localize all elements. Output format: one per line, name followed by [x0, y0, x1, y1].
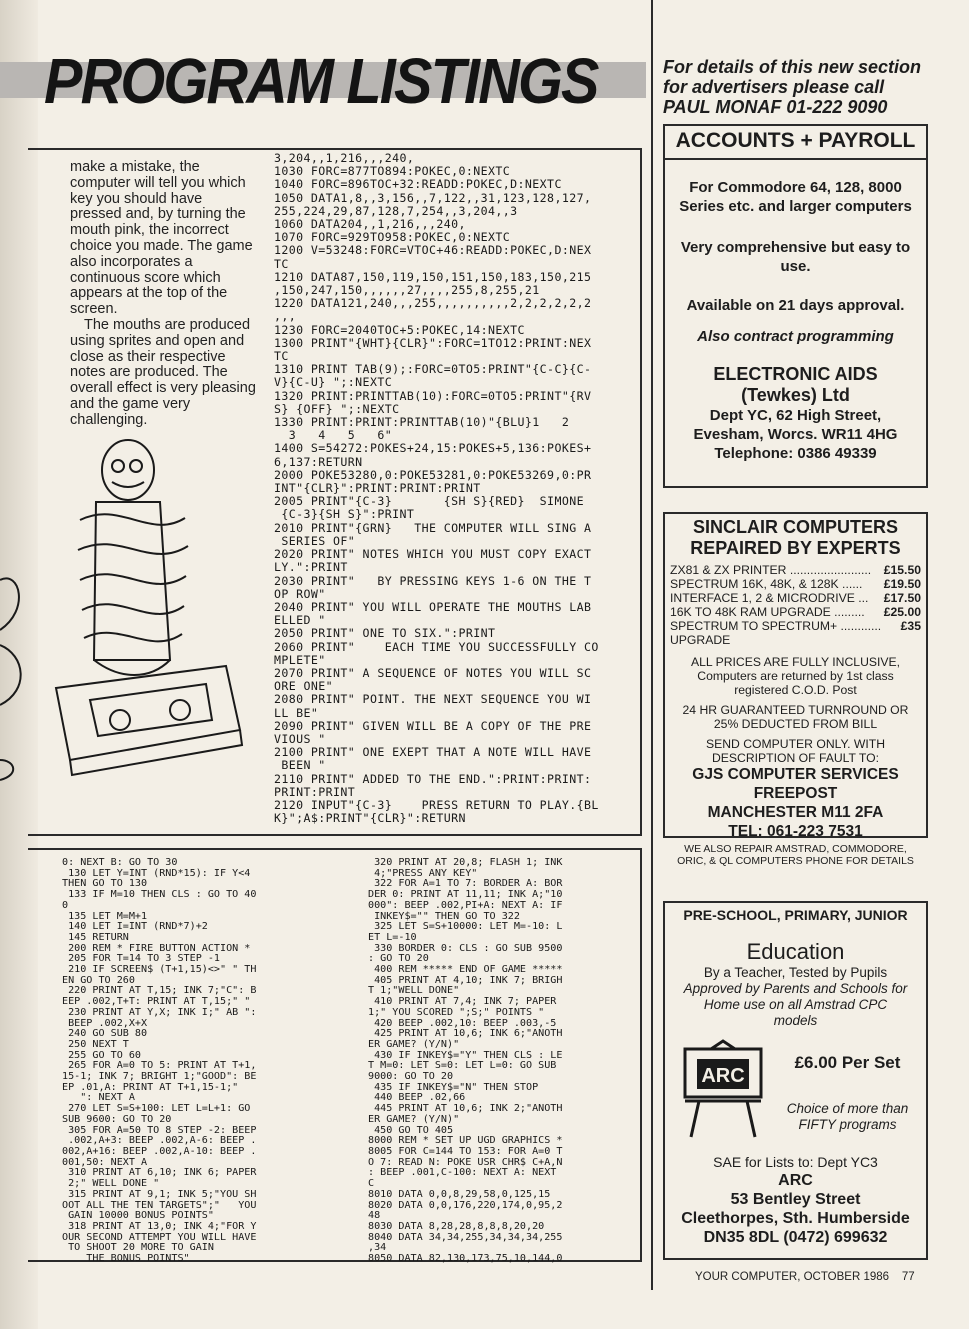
code-line: ELLED " [274, 613, 326, 628]
page-title: PROGRAM LISTINGS [44, 45, 598, 117]
code-line: 435 IF INKEY$="N" THEN STOP [368, 1081, 539, 1093]
ad-address: Cleethorpes, Sth. Humberside [681, 1210, 910, 1227]
code-line: 270 LET S=S+100: LET L=L+1: GO [62, 1103, 251, 1115]
ad-text: Approved by Parents and Schools for Home use on all Amstrad CPC models [683, 981, 908, 1028]
code-line: V}{C-U} ";:NEXTC [274, 375, 393, 390]
ad-address: Dept YC, 62 High Street, [709, 407, 882, 424]
ad-phone: TEL: 061-223 7531 [728, 823, 863, 840]
price-item: INTERFACE 1, 2 & MICRODRIVE ... [670, 591, 869, 605]
code-line: 2000 POKE53280,0:POKE53281,0:POKE53269,0:PR [274, 467, 592, 482]
code-line: THEN GO TO 130 [62, 878, 148, 890]
price-row [665, 591, 926, 605]
ad-text: SEND COMPUTER ONLY. WITH DESCRIPTION OF FAULT TO: [706, 737, 885, 765]
code-line: GAIN 10000 BONUS POINTS" [62, 1210, 214, 1222]
code-line: 265 FOR A=0 TO 5: PRINT AT T+1, [62, 1060, 257, 1072]
code-line: 15-1; INK 7; BRIGHT 1;"GOOD": BE [62, 1071, 257, 1083]
code-line: 9000: GO TO 20 [368, 1071, 454, 1083]
code-line: 1210 DATA87,150,119,150,151,150,183,150,215 [274, 269, 592, 284]
ad-price: £6.00 Per Set [794, 1053, 901, 1072]
tape-coil [82, 604, 184, 614]
code-line: 000": BEEP .002,PI+A: NEXT A: IF [368, 899, 563, 911]
code-line: 1060 DATA204,,1,216,,,240, [274, 217, 466, 232]
code-line: 1030 FORC=877TO894:POKEC,0:NEXTC [274, 164, 511, 179]
advertiser-note [663, 57, 959, 117]
code-line: 2;" WELL DONE " [62, 1178, 160, 1190]
code-line: 002,A+16: BEEP .002,A-10: BEEP . [62, 1145, 257, 1157]
code-line: ,,, [274, 309, 297, 324]
code-line: 1040 FORC=896TOC+32:READD:POKEC,D:NEXTC [274, 177, 562, 192]
code-line: {C-3}{SH S}":PRINT [274, 507, 415, 522]
code-line: T M=0: LET S=0: LET L=0: GO SUB [368, 1060, 557, 1072]
code-line: 325 LET S=S+10000: LET M=-10: L [368, 921, 563, 933]
code-line: ,34 [368, 1242, 387, 1254]
cassette-edge [70, 730, 242, 775]
code-line: LY.":PRINT [274, 560, 348, 575]
arc-logo-text: ARC [701, 1065, 745, 1087]
price-item: SPECTRUM 16K, 48K, & 128K ...... [670, 577, 863, 591]
code-line: LL BE" [274, 705, 319, 720]
code-line: 2005 PRINT"{C-3} {SH S}{RED} SIMONE [274, 494, 584, 509]
code-line: INKEY$="" THEN GO TO 322 [368, 910, 520, 922]
ad-text: ALL PRICES ARE FULLY INCLUSIVE, Computers are returned by 1st class registered C.O.D. Post [690, 655, 901, 697]
code-line: 430 IF INKEY$="Y" THEN CLS : LE [368, 1049, 563, 1061]
code-line: BEEN " [274, 758, 326, 773]
code-line: 2070 PRINT" A SEQUENCE OF NOTES YOU WILL SC [274, 665, 592, 680]
price-value: £19.50 [883, 577, 921, 591]
price-value: £17.50 [883, 591, 921, 605]
code-line: INT"{CLR}":PRINT:PRINT:PRINT [274, 481, 481, 496]
code-line: 2030 PRINT" BY PRESSING KEYS 1-6 ON THE T [274, 573, 592, 588]
code-line: C [368, 1178, 375, 1190]
code-line: 240 GO SUB 80 [62, 1028, 148, 1040]
cassette-body [56, 666, 240, 760]
code-line: 2050 PRINT" ONE TO SIX.":PRINT [274, 626, 496, 641]
page-footer [695, 1271, 915, 1283]
code-line: PRINT:PRINT [274, 784, 356, 799]
ad-company: FREEPOST [753, 785, 838, 802]
code-line: 2110 PRINT" ADDED TO THE END.":PRINT:PRINT: [274, 771, 592, 786]
advertiser-note-line: for advertisers please call [663, 77, 885, 97]
ad-logo-row [665, 1039, 926, 1139]
code-line: ET L=-10 [368, 931, 417, 943]
ad-company: GJS COMPUTER SERVICES [692, 766, 899, 783]
ad-text: Choice of more than FIFTY programs [786, 1101, 909, 1132]
article-text [70, 160, 256, 429]
code-line: MPLETE" [274, 652, 326, 667]
price-row [665, 577, 926, 591]
cassette-reel [110, 710, 130, 730]
ad-address: 53 Bentley Street [730, 1191, 861, 1208]
code-line: ORE ONE" [274, 679, 334, 694]
code-line: 318 PRINT AT 13,0; INK 4;"FOR Y [62, 1220, 257, 1232]
ad-footer: WE ALSO REPAIR AMSTRAD, COMMODORE, ORIC, & QL COMPUTERS PHONE FOR DETAILS [677, 843, 914, 867]
ad-text: Available on 21 days approval. [686, 297, 905, 314]
code-line: 1070 FORC=929TO958:POKEC,0:NEXTC [274, 230, 511, 245]
code-line: O 7: READ N: POKE USR CHR$ C+A,N [368, 1156, 563, 1168]
code-line: 250 NEXT T [62, 1038, 129, 1050]
tape-coil [84, 633, 182, 642]
code-line: 330 BORDER 0: CLS : GO SUB 9500 [368, 942, 563, 954]
article-paragraph: make a mistake, the computer will tell you which key you should have pressed and, by turning the mouth pink, the incorrect choice you made. The game also incorporates a continuous score which appears at the top of the screen. [70, 159, 253, 318]
code-line: 130 LET Y=INT (RND*15): IF Y<4 [62, 867, 251, 879]
ad-price-block [769, 1039, 926, 1133]
code-line: T 1;"WELL DONE" [368, 985, 460, 997]
code-line: 255,224,29,87,128,7,254,,3,204,,3 [274, 203, 518, 218]
ad-text: Very comprehensive but easy to use. [680, 239, 911, 275]
code-line: : BEEP .001,C-100: NEXT A: NEXT [368, 1167, 557, 1179]
ad-phone: Telephone: 0386 49339 [714, 445, 877, 462]
price-item: SPECTRUM TO SPECTRUM+ ............ [670, 619, 882, 633]
spectrum-code-listing-right [368, 858, 638, 1265]
magazine-issue: YOUR COMPUTER, OCTOBER 1986 [695, 1271, 890, 1283]
figure-eye [112, 460, 124, 472]
ad-title: Education [746, 939, 845, 964]
code-line: 140 LET I=INT (RND*7)+2 [62, 921, 208, 933]
code-line: VIOUS " [274, 731, 326, 746]
price-value: £25.00 [883, 605, 921, 619]
advertiser-note-line: PAUL MONAF 01-222 9090 [663, 97, 888, 117]
code-line: 3 4 5 6" [274, 428, 393, 443]
price-row [665, 605, 926, 619]
figure-head [102, 440, 154, 500]
price-value: £35 [900, 619, 921, 633]
code-line: 2100 PRINT" ONE EXEPT THAT A NOTE WILL HAVE [274, 745, 592, 760]
ad-address: MANCHESTER M11 2FA [707, 804, 884, 821]
code-line: 8005 FOR C=144 TO 153: FOR A=0 T [368, 1145, 563, 1157]
code-line: TC [274, 349, 289, 364]
sketch-stroke [0, 645, 21, 705]
spectrum-code-listing-left [62, 858, 362, 1265]
code-line: 1050 DATA1,8,,3,156,,7,122,,31,123,128,127, [274, 190, 592, 205]
code-line: .002,A+3: BEEP .002,A-6: BEEP . [62, 1135, 257, 1147]
price-item: 16K TO 48K RAM UPGRADE ......... [670, 605, 865, 619]
code-line: 1200 V=53248:FORC=VTOC+46:READD:POKEC,D:NEX [274, 243, 592, 258]
arc-easel-logo [677, 1039, 769, 1139]
ad-heading: SINCLAIR COMPUTERS [692, 517, 898, 537]
code-line: S} {OFF} ";:NEXTC [274, 401, 400, 416]
code-line: 310 PRINT AT 6,10; INK 6; PAPER [62, 1167, 257, 1179]
price-item: ZX81 & ZX PRINTER ........................ [670, 563, 872, 577]
code-line: THE BONUS POINTS" [62, 1253, 190, 1265]
ad-text: SAE for Lists to: Dept YC3 [713, 1154, 878, 1170]
code-line: TO SHOOT 20 MORE TO GAIN [62, 1242, 214, 1254]
page-number: 77 [901, 1271, 915, 1283]
code-line: 305 FOR A=50 TO 8 STEP -2: BEEP [62, 1124, 257, 1136]
code-line: 1230 FORC=2040TOC+5:POKEC,14:NEXTC [274, 322, 525, 337]
article-paragraph: The mouths are produced using sprites and open and close as their respective notes are produced. The overall effect is very pleasing and the game very challenging. [70, 316, 256, 428]
code-line: 322 FOR A=1 TO 7: BORDER A: BOR [368, 878, 563, 890]
code-line: 220 PRINT AT T,15; INK 7;"C": B [62, 985, 257, 997]
code-line: 1310 PRINT TAB(9);:FORC=0TO5:PRINT"{C-C}{C- [274, 362, 592, 377]
code-line: 8050 DATA 82,130,173,75,10,144,0 [368, 1253, 563, 1265]
ad-company: ARC [778, 1172, 813, 1189]
code-line: OUR SECOND ATTEMPT YOU WILL HAVE [62, 1231, 257, 1243]
code-line: 4;"PRESS ANY KEY" [368, 867, 478, 879]
price-item: UPGRADE [670, 633, 731, 647]
code-line: : GO TO 20 [368, 953, 429, 965]
code-line: DER 0: PRINT AT 11,11; INK A;"10 [368, 889, 563, 901]
ad-text: By a Teacher, Tested by Pupils [703, 965, 888, 980]
code-line: 8000 REM * SET UP UGD GRAPHICS * [368, 1135, 563, 1147]
code-line: 420 BEEP .002,10: BEEP .003,-5 [368, 1017, 557, 1029]
code-line: 2120 INPUT"{C-3} PRESS RETURN TO PLAY.{BL [274, 797, 599, 812]
code-line: 0 [62, 899, 69, 911]
code-line: 145 RETURN [62, 931, 129, 943]
code-line: BEEP .002,X+X [62, 1017, 148, 1029]
cassette-reel [170, 700, 190, 720]
sketch-stroke [0, 760, 13, 780]
code-line: 1300 PRINT"{WHT}{CLR}":FORC=1TO12:PRINT:NEX [274, 335, 592, 350]
c64-code-listing [274, 152, 634, 825]
ad-address: Evesham, Worcs. WR11 4HG [693, 426, 898, 443]
code-line: 400 REM ***** END OF GAME ***** [368, 964, 563, 976]
code-line: ,150,247,150,,,,,,27,,,,255,8,255,21 [274, 283, 540, 298]
ad-education [663, 901, 928, 1260]
code-line: OP ROW" [274, 586, 326, 601]
code-line: 1220 DATA121,240,,,255,,,,,,,,,,2,2,2,2,2,2 [274, 296, 592, 311]
code-line: 2060 PRINT" EACH TIME YOU SUCCESSFULLY CO [274, 639, 599, 654]
code-line: 1330 PRINT:PRINT:PRINTTAB(10)"{BLU}1 2 [274, 415, 570, 430]
ad-heading: REPAIRED BY EXPERTS [690, 538, 901, 558]
code-line: 001,50: NEXT A [62, 1156, 148, 1168]
code-line: ER GAME? (Y/N)" [368, 1113, 460, 1125]
code-line: 133 IF M=10 THEN CLS : GO TO 40 [62, 889, 257, 901]
code-line: 8020 DATA 0,0,176,220,174,0,95,2 [368, 1199, 563, 1211]
price-row [665, 619, 926, 633]
code-line: SUB 9600: GO TO 20 [62, 1113, 172, 1125]
code-line: 8010 DATA 0,0,8,29,58,0,125,15 [368, 1188, 551, 1200]
code-line: 230 PRINT AT Y,X; INK I;" AB ": [62, 1006, 257, 1018]
sketch-stroke [0, 578, 19, 630]
code-line: 1;" YOU SCORED ";S;" POINTS " [368, 1006, 545, 1018]
ad-heading: PRE-SCHOOL, PRIMARY, JUNIOR [683, 907, 908, 923]
code-line: 8040 DATA 34,34,255,34,34,34,255 [368, 1231, 563, 1243]
price-row [665, 563, 926, 577]
ad-sinclair-repairs [663, 512, 928, 867]
code-line: 320 PRINT AT 20,8; FLASH 1; INK [368, 857, 563, 868]
code-line: 48 [368, 1210, 381, 1222]
code-line: 1400 S=54272:POKES+24,15:POKES+5,136:POKES+ [274, 441, 592, 456]
ad-heading: ACCOUNTS + PAYROLL [665, 126, 926, 160]
code-line: 135 LET M=M+1 [62, 910, 148, 922]
code-line: 8030 DATA 8,28,28,8,8,8,20,20 [368, 1220, 545, 1232]
code-line: 450 GO TO 405 [368, 1124, 454, 1136]
column-divider [651, 0, 653, 1290]
advertiser-note-line: For details of this new section [663, 57, 922, 77]
code-line: OOT ALL THE TEN TARGETS";" YOU [62, 1199, 257, 1211]
code-line: 2080 PRINT" POINT. THE NEXT SEQUENCE YOU WI [274, 692, 592, 707]
code-line: 2090 PRINT" GIVEN WILL BE A COPY OF THE PRE [274, 718, 592, 733]
code-line: 410 PRINT AT 7,4; INK 7; PAPER [368, 996, 557, 1008]
price-value: £15.50 [883, 563, 921, 577]
code-line: 2020 PRINT" NOTES WHICH YOU MUST COPY EXACT [274, 547, 592, 562]
figure-eye [130, 460, 142, 472]
ad-company: ELECTRONIC AIDS [713, 364, 878, 384]
code-line: 255 GO TO 60 [62, 1049, 142, 1061]
code-line: K}";A$:PRINT"{CLR}":RETURN [274, 811, 466, 826]
code-line: 3,204,,1,216,,,240, [274, 151, 415, 165]
code-line: 6,137:RETURN [274, 454, 363, 469]
code-line: 2040 PRINT" YOU WILL OPERATE THE MOUTHS LAB [274, 599, 592, 614]
code-line: 200 REM * FIRE BUTTON ACTION * [62, 942, 251, 954]
code-line: EP .01,A: PRINT AT T+1,15-1;" [62, 1081, 239, 1093]
ad-text: For Commodore 64, 128, 8000 Series etc. and larger computers [679, 179, 912, 215]
code-line: 440 BEEP .02,66 [368, 1092, 466, 1104]
code-line: 0: NEXT B: GO TO 30 [62, 857, 178, 868]
code-line: TC [274, 256, 289, 271]
code-line: EEP .002,T+T: PRINT AT T,15;" " [62, 996, 251, 1008]
price-row [665, 633, 926, 647]
code-line: ": NEXT A [62, 1092, 135, 1104]
code-line: ER GAME? (Y/N)" [368, 1038, 460, 1050]
code-line: 445 PRINT AT 10,6; INK 2;"ANOTH [368, 1103, 563, 1115]
cassette-man-illustration [0, 430, 270, 810]
cassette-window [90, 684, 212, 736]
code-line: 1320 PRINT:PRINTTAB(10):FORC=0TO5:PRINT"{RV [274, 388, 592, 403]
code-line: 425 PRINT AT 10,6; INK 6;"ANOTH [368, 1028, 563, 1040]
code-line: 405 PRINT AT 4,10; INK 7; BRIGH [368, 974, 563, 986]
ad-address: DN35 8DL (0472) 699632 [703, 1229, 888, 1246]
ad-text: Also contract programming [697, 328, 894, 345]
code-line: SERIES OF" [274, 533, 356, 548]
code-line: 315 PRINT AT 9,1; INK 5;"YOU SH [62, 1188, 257, 1200]
ad-text: 24 HR GUARANTEED TURNROUND OR 25% DEDUCTED FROM BILL [682, 703, 909, 731]
tape-coil [94, 660, 170, 675]
figure-mouth [112, 482, 144, 487]
ad-company: (Tewkes) Ltd [741, 385, 850, 405]
ad-accounts-payroll [663, 124, 928, 488]
code-line: 2010 PRINT"{GRN} THE COMPUTER WILL SING A [274, 520, 592, 535]
code-line: EN GO TO 260 [62, 974, 135, 986]
code-line: 210 IF SCREEN$ (T+1,15)<>" " TH [62, 964, 257, 976]
code-line: 205 FOR T=14 TO 3 STEP -1 [62, 953, 221, 965]
